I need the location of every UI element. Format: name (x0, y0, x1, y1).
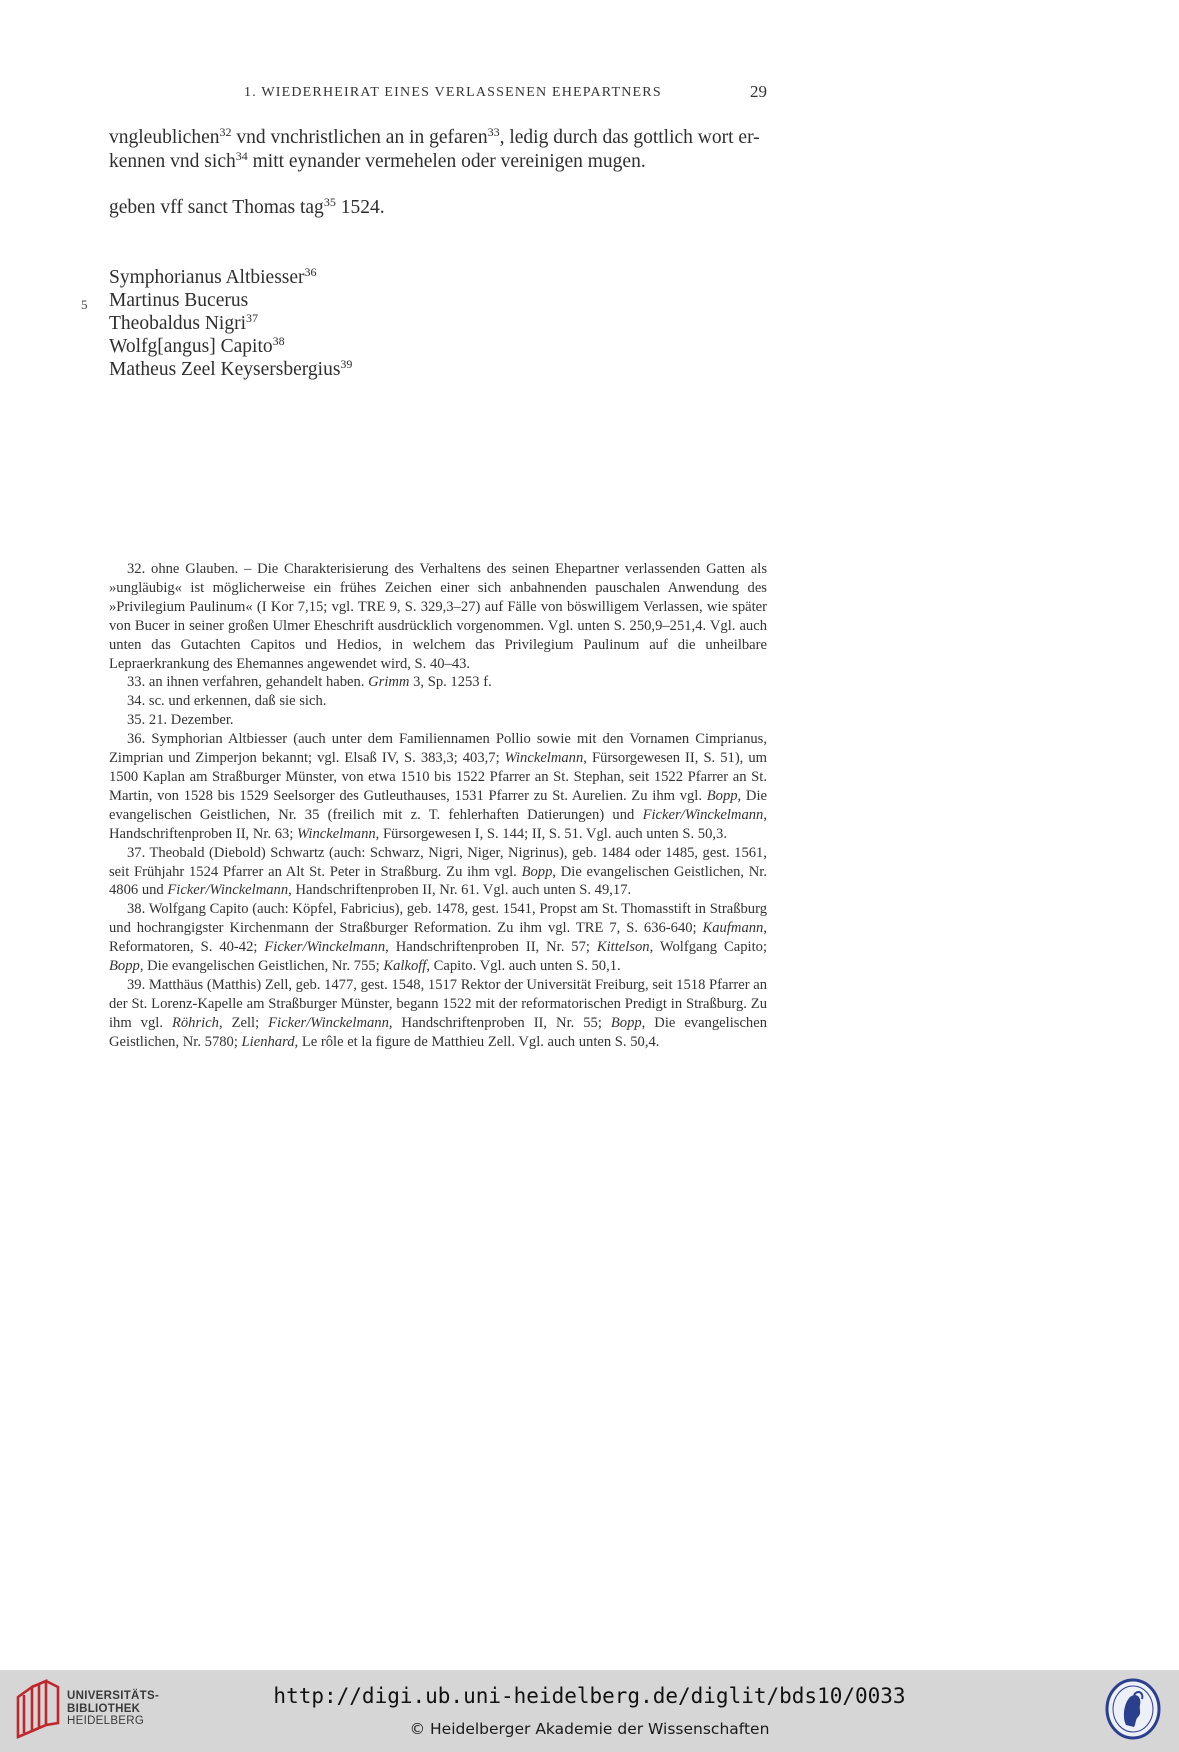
cited-author: Bopp (109, 958, 140, 975)
library-name-line: BIBLIOTHEK (67, 1702, 141, 1715)
cited-author: Winckelmann (504, 750, 584, 767)
text-run: , Fürsorgewesen II, S. 51), um 1500 Kaplan am Straßburger Münster, von etwa 1510 bis 1522 Pfarrer an St. Stephan, seit 1522 Pfarrer an St. Martin, von 1528 bis 1529 Seelsorger des Gutleuthauses, 1531 Pfarrer zu St. Aurelien. Zu ihm vgl. (109, 750, 767, 804)
signatory-list (109, 266, 769, 381)
cited-author: Kalkoff (383, 958, 427, 975)
footnote-ref: 32 (219, 125, 232, 139)
library-name-line: UNIVERSITÄTS- (67, 1690, 160, 1702)
academy-seal-icon (1104, 1677, 1162, 1741)
text-run: geben vff sanct Thomas tag (109, 197, 324, 218)
cited-author: Ficker/Winckelmann (268, 1014, 389, 1031)
signatory-name: Symphorianus Altbiesser (109, 267, 305, 288)
signatory-name: Martinus Bucerus (109, 290, 249, 311)
text-run: , Fürsorgewesen I, S. 144; II, S. 51. Vgl. auch unten S. 50,3. (375, 825, 727, 842)
footnote: 32. ohne Glauben. – Die Charakterisierung des Verhaltens des seinen Ehepartner verlassenden Gatten als »ungläubig« ist möglicherweise ein frühes Zeichen einer sich anbahnenden pauschalen Anwendung des »Privilegium Paulinum« (I Kor 7,15; vgl. TRE 9, S. 329,3–27) auf Fälle von böswilligem Verlassen, wie später von Bucer in seiner großen Ulmer Eheschrift ausdrücklich vorgenommen. Vgl. unten S. 250,9–251,4. Vgl. auch unten das Gutachten Capitos und Hedios, in welchem das Privilegium Paulinum auf die unheilbare Lepraerkrankung des Ehemannes angewendet wird, S. 40–43. (109, 561, 767, 672)
footnote (109, 730, 767, 843)
footnote-ref: 37 (246, 311, 259, 325)
signatory-name: Matheus Zeel Keysersbergius (109, 359, 341, 380)
footnote-ref: 36 (304, 265, 317, 279)
signatory (109, 335, 769, 358)
cited-author: Ficker/Winckelmann (167, 882, 289, 899)
cited-author: Kaufmann (702, 920, 764, 937)
footnote (109, 900, 767, 976)
text-run: 39. Matthäus (Matthis) Zell, geb. 1477, gest. 1548, 1517 Rektor der Universität Freiburg, seit 1518 Pfarrer an der St. Lorenz-Kapelle am Straßburger Münster, begann 1522 mit der reformatorischen Predigt in Straßburg. Zu ihm vgl. (109, 976, 767, 1031)
permalink-url[interactable]: http://digi.ub.uni-heidelberg.de/diglit/bds10/0033 (273, 1684, 906, 1708)
cited-author: Grimm (368, 674, 410, 691)
text-run: vnd vnchristlichen an in gefaren (231, 127, 488, 148)
text-run: , Handschriftenproben II, Nr. 55; (388, 1014, 611, 1031)
text-run: 33. an ihnen verfahren, gehandelt haben. (127, 674, 369, 691)
body-paragraph (109, 126, 769, 174)
cited-author: Winckelmann (297, 825, 376, 842)
viewer-footer (0, 1670, 1179, 1752)
running-title: 1. WIEDERHEIRAT EINES VERLASSENEN EHEPARTNERS (244, 85, 662, 100)
text-run: , Handschriftenproben II, Nr. 63; (109, 806, 767, 842)
text-run: kennen vnd sich (109, 151, 236, 172)
text-run: 3, Sp. 1253 f. (409, 674, 492, 691)
cited-author: Bopp (706, 787, 738, 804)
text-run: , Handschriftenproben II, Nr. 61. Vgl. auch unten S. 49,17. (288, 882, 632, 899)
text-run: , Die evangelischen Geistlichen, Nr. 4806 und (109, 863, 768, 899)
copyright-notice: © Heidelberger Akademie der Wissenschaften (409, 1720, 770, 1738)
footnote-ref: 34 (235, 149, 248, 163)
footnote: 35. 21. Dezember. (127, 712, 234, 729)
text-run: , Le rôle et la figure de Matthieu Zell. Vgl. auch unten S. 50,4. (294, 1033, 660, 1050)
footnote (109, 844, 767, 901)
signatory-name: Theobaldus Nigri (109, 313, 247, 334)
text-run: , Die evangelischen Geistlichen, Nr. 35 (freilich mit z. T. fehlerhaften Datierungen) und (109, 787, 767, 823)
line-number: 5 (81, 297, 88, 312)
page-number: 29 (750, 82, 767, 101)
text-run: , Capito. Vgl. auch unten S. 50,1. (426, 958, 621, 975)
text-run: , Reformatoren, S. 40-42; (109, 920, 767, 956)
footnote-ref: 39 (340, 357, 353, 371)
footnote-ref: 38 (272, 334, 285, 348)
cited-author: Ficker/Winckelmann (642, 806, 764, 823)
footnote-ref: 35 (323, 195, 336, 209)
signatory (109, 289, 769, 312)
text-run: 38. Wolfgang Capito (auch: Köpfel, Fabricius), geb. 1478, gest. 1541, Propst am St. Thomasstift in Straßburg und hochrangigster Kirchenmann der Straßburger Reformation. Zu ihm vgl. TRE 7, S. 636-640; (109, 901, 767, 937)
cited-author: Lienhard (241, 1033, 295, 1050)
date-line (109, 196, 769, 220)
text-run: , Handschriftenproben II, Nr. 57; (385, 939, 597, 956)
text-run: 36. Symphorian Altbiesser (auch unter dem Familiennamen Pollio sowie mit den Vornamen Cimprianus, Zimprian und Zimperjon bekannt; vgl. Elsaß IV, S. 383,3; 403,7; (109, 731, 767, 767)
text-run: 1524. (335, 197, 385, 218)
library-name-line: HEIDELBERG (67, 1715, 145, 1727)
text-run: , Zell; (218, 1014, 269, 1031)
text-run: 37. Theobald (Diebold) Schwartz (auch: Schwarz, Nigri, Niger, Nigrinus), geb. 1484 oder 1485, gest. 1561, seit Frühjahr 1524 Pfarrer an Alt St. Peter in Straßburg. Zu ihm vgl. (109, 844, 767, 880)
text-run: , Die evangelischen Geistlichen, Nr. 5780; (109, 1014, 767, 1050)
text-run: mitt eynander vermehelen oder vereinigen mugen. (247, 151, 646, 172)
footnote (109, 976, 767, 1052)
signatory-name: Wolfg[angus] Capito (109, 336, 273, 357)
text-run: , Die evangelischen Geistlichen, Nr. 755; (139, 958, 384, 975)
cited-author: Ficker/Winckelmann (264, 939, 386, 956)
cited-author: Bopp (521, 863, 553, 880)
footnote-ref: 33 (487, 125, 500, 139)
signatory (109, 266, 769, 289)
text-run: , Wolfgang Capito; (649, 939, 767, 956)
text-run: vngleublichen (109, 127, 220, 148)
signatory (109, 312, 769, 335)
cited-author: Kittelson (596, 939, 650, 956)
text-run: , ledig durch das gottlich wort er- (499, 127, 760, 148)
footnote (109, 673, 767, 692)
cited-author: Bopp (610, 1014, 642, 1031)
cited-author: Röhrich (171, 1014, 219, 1031)
footnote: 34. sc. und erkennen, daß sie sich. (127, 693, 327, 710)
signatory (109, 358, 769, 381)
footnotes (109, 560, 767, 1052)
